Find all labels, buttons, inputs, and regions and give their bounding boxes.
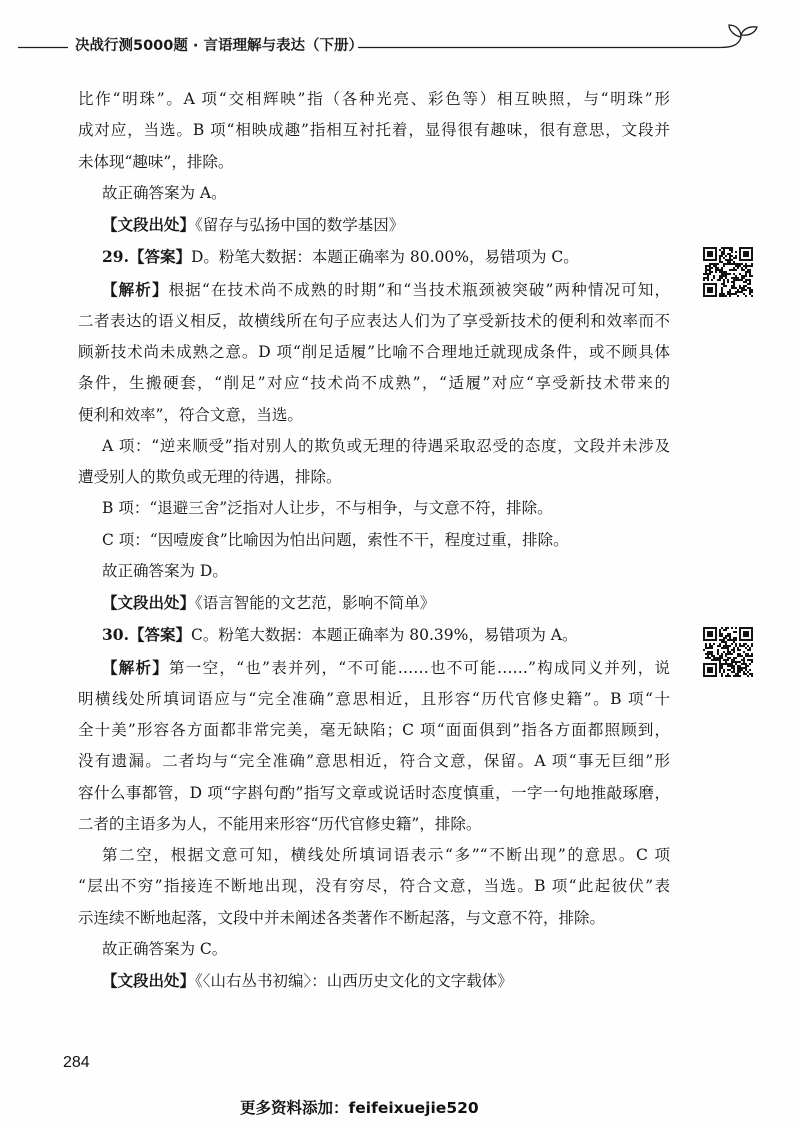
page-number: 284 <box>63 1054 90 1071</box>
q29-analysis-line: 便利和效率”，符合文意，当选。 <box>78 405 303 424</box>
answer-text: C。粉笔大数据：本题正确率为 80.39%，易错项为 A。 <box>190 626 578 645</box>
question-number: 29. <box>102 247 129 267</box>
q28-conclusion: 故正确答案为 A。 <box>102 183 227 202</box>
answer-label: 【答案】 <box>128 247 191 267</box>
q30-analysis-line: 二者的主语多为人，不能用来形容“历代官修史籍”，排除。 <box>78 814 482 833</box>
page-body <box>78 84 670 997</box>
q29-source <box>78 587 670 619</box>
q30-second-blank-line: 示连续不断地起落，文段中并未阐述各类著作不断起落，与文意不符，排除。 <box>78 908 606 927</box>
sprout-icon <box>720 25 757 48</box>
q30-analysis-line: 没有遗漏。二者均与“完全准确”意思相近，符合文意，保留。A 项“事无巨细”形 <box>78 752 670 771</box>
qr-code <box>703 627 753 677</box>
q30-analysis-line: 全十美”形容各方面都非常完美，毫无缺陷；C 项“面面俱到”指各方面都照顾到， <box>78 721 670 739</box>
q29-conclusion: 故正确答案为 D。 <box>102 561 228 580</box>
q28-analysis-line: 成对应，当选。B 项“相映成趣”指相互衬托着，显得很有趣味，很有意思，文段并 <box>78 121 670 140</box>
q30-analysis-line <box>78 652 670 684</box>
q30-analysis-line: 明横线处所填词语应与“完全准确”意思相近，且形容“历代官修史籍”。B 项“十 <box>78 689 670 708</box>
source-title: 《〈山右丛书初编〉：山西历史文化的文字载体》 <box>195 972 513 990</box>
q29-analysis-line: 二者表达的语义相反，故横线所在句子应表达人们为了享受新技术的便利和效率而不 <box>78 311 670 330</box>
q29-analysis-line: 条件，生搬硬套，“削足”对应“技术尚不成熟”，“适履”对应“享受新技术带来的 <box>78 374 670 393</box>
q28-analysis-line: 未体现“趣味”，排除。 <box>78 152 234 171</box>
q29-analysis-line <box>78 274 670 306</box>
q28-source <box>78 209 670 241</box>
analysis-text: 根据“在技术尚不成熟的时期”和“当技术瓶颈被突破”两种情况可知， <box>168 280 670 299</box>
analysis-label: 【解析】 <box>102 279 169 299</box>
q30-conclusion: 故正确答案为 C。 <box>102 939 228 958</box>
analysis-text: 第一空，“也”表并列，“不可能……也不可能……”构成同义并列，说 <box>169 658 670 677</box>
analysis-label: 【解析】 <box>102 657 170 677</box>
q29-analysis-line: 顾新技术尚未成熟之意。D 项“削足适履”比喻不合理地迁就现成条件，或不顾具体 <box>78 343 670 361</box>
source-label: 【文段出处】 <box>102 971 196 990</box>
q28-analysis-line: 比作“明珠”。A 项“交相辉映”指（各种光亮、彩色等）相互映照，与“明珠”形 <box>78 90 670 108</box>
q29-answer-line <box>78 241 670 273</box>
source-title: 《语言智能的文艺范，影响不简单》 <box>195 594 436 612</box>
answer-text: D。粉笔大数据：本题正确率为 80.00%，易错项为 C。 <box>190 248 579 267</box>
source-label: 【文段出处】 <box>102 215 196 234</box>
qr-code <box>703 247 753 297</box>
q29-option-c: C 项：“因噎废食”比喻因为怕出问题，索性不干，程度过重，排除。 <box>102 530 569 549</box>
question-number: 30. <box>102 625 129 645</box>
source-title: 《留存与弘扬中国的数学基因》 <box>195 216 405 234</box>
footer-note: 更多资料添加：feifeixuejie520 <box>240 1099 479 1117</box>
header-title: 决战行测5000题 · 言语理解与表达（下册） <box>75 38 363 54</box>
q30-source <box>78 965 670 997</box>
source-label: 【文段出处】 <box>102 593 196 612</box>
q29-option-a-line: A 项：“逆来顺受”指对别人的欺负或无理的待遇采取忍受的态度，文段并未涉及 <box>102 436 670 455</box>
q29-option-a-line: 遭受别人的欺负或无理的待遇，排除。 <box>78 468 342 486</box>
q30-analysis-line: 容什么事都管，D 项“字斟句酌”指写文章或说话时态度慎重，一字一句地推敲琢磨， <box>78 783 670 802</box>
q30-answer-line <box>78 619 670 651</box>
q29-option-b: B 项：“退避三舍”泛指对人让步，不与相争，与文意不符，排除。 <box>102 499 553 518</box>
q30-second-blank-line: “层出不穷”指接连不断地出现，没有穷尽，符合文意，当选。B 项“此起彼伏”表 <box>78 877 670 896</box>
answer-label: 【答案】 <box>128 625 191 645</box>
q30-second-blank-line: 第二空，根据文意可知，横线处所填词语表示“多”“不断出现”的意思。C 项 <box>102 846 670 864</box>
